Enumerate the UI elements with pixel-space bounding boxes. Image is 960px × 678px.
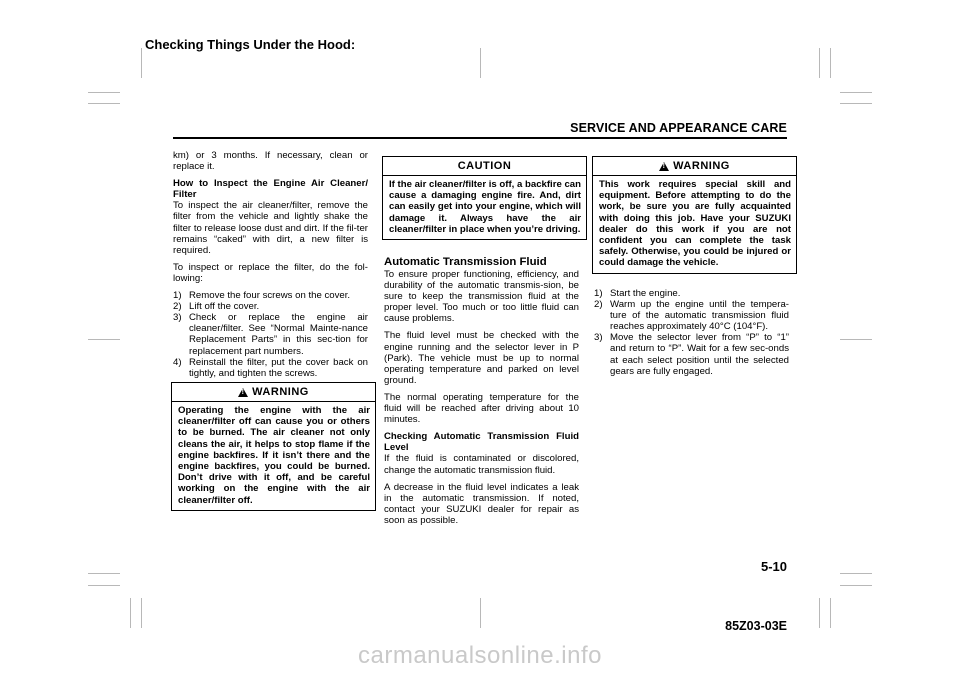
crop-mark <box>840 92 872 93</box>
step-number: 4) <box>173 356 182 368</box>
warning-title: WARNING <box>673 160 730 172</box>
step-text: Reinstall the filter, put the cover back on tightly, and tighten the screws. <box>189 356 368 379</box>
document-code: 85Z03-03E <box>725 619 787 633</box>
caution-header <box>383 157 586 176</box>
step-number: 3) <box>594 332 603 344</box>
crop-mark <box>819 48 820 78</box>
crop-mark <box>88 585 120 586</box>
crop-mark <box>840 339 872 340</box>
step-text: Move the selector lever from “P” to “1” and return to “P”. Wait for a few sec-onds at each select position until the selected gears are fully engaged. <box>610 332 789 377</box>
crop-mark <box>840 573 872 574</box>
replace-steps <box>173 290 368 379</box>
atf-paragraph: If the fluid is contaminated or discolored, change the automatic transmission fluid. <box>384 453 579 476</box>
caution-title: CAUTION <box>457 160 512 172</box>
step-number: 1) <box>173 290 182 302</box>
crop-mark <box>88 103 120 104</box>
inspect-heading: How to Inspect the Engine Air Cleaner/ Filter <box>173 178 368 201</box>
watermark: carmanualsonline.info <box>358 642 602 669</box>
step-text: Lift off the cover. <box>189 301 260 313</box>
crop-mark <box>88 339 120 340</box>
list-item <box>594 288 789 299</box>
step-number: 2) <box>594 299 603 311</box>
crop-mark <box>141 48 142 78</box>
crop-mark <box>130 598 131 628</box>
column-2 <box>384 250 579 532</box>
warning-header <box>172 383 375 402</box>
list-item <box>173 357 368 379</box>
crop-mark <box>819 598 820 628</box>
list-item <box>173 312 368 356</box>
inspect-text: To inspect the air cleaner/filter, remove the filter from the vehicle and lightly shake the filter to release loose dust and dirt. If the fil-ter remains “caked” with dirt, a new filter is required. <box>173 200 368 256</box>
atf-paragraph: To ensure proper functioning, efficiency, and durability of the automatic transmis-sion, be sure to keep the transmission fluid at the proper level. Too much or too little fluid can cause problems. <box>384 269 579 325</box>
atf-paragraph: The normal operating temperature for the fluid will be reached after driving about 10 minutes. <box>384 391 579 426</box>
crop-mark <box>830 48 831 78</box>
warning-triangle-icon <box>238 388 248 397</box>
caution-text: If the air cleaner/filter is off, a backfire can cause a damaging engine fire. And, dirt can easily get into your engine, which will damage it. Always have the air cleaner/filter in place when you’re driving. <box>389 179 581 235</box>
crop-mark <box>480 48 481 78</box>
list-item <box>173 301 368 312</box>
column-1 <box>173 150 368 385</box>
replace-intro: To inspect or replace the filter, do the fol-lowing: <box>173 261 368 284</box>
section-title: SERVICE AND APPEARANCE CARE <box>570 121 787 135</box>
list-item <box>594 332 789 376</box>
step-number: 3) <box>173 312 182 324</box>
crop-mark <box>480 598 481 628</box>
crop-mark <box>88 92 120 93</box>
atf-check-heading: Checking Automatic Transmission Fluid Level <box>384 431 579 454</box>
step-text: Warm up the engine until the tempera-ture of the automatic transmission fluid reaches approximately 40°C (104°F). <box>610 299 789 333</box>
crop-mark <box>830 598 831 628</box>
crop-mark <box>840 585 872 586</box>
column-3 <box>594 288 789 383</box>
atf-paragraph: The fluid level must be checked with the engine running and the selector lever in P (Park). The vehicle must be up to normal operating temperature and parked on level ground. <box>384 330 579 386</box>
crop-mark <box>840 103 872 104</box>
atf-paragraph: A decrease in the fluid level indicates a leak in the automatic transmission. If noted, contact your SUZUKI dealer for repair as soon as possible. <box>384 481 579 526</box>
warning-title: WARNING <box>252 386 309 398</box>
warning-header <box>593 157 796 176</box>
warning-box-air-cleaner <box>171 382 376 511</box>
warning-box-transmission <box>592 156 797 274</box>
warning-text: This work requires special skill and equipment. Before attempting to do the work, be sure you are fully acquainted with doing this job. Have your SUZUKI dealer do this work if you are not confident you can complete the task safely. Otherwise, you could be injured or could damage the vehicle. <box>599 179 791 269</box>
warning-triangle-icon <box>659 162 669 171</box>
step-number: 2) <box>173 301 182 313</box>
atf-heading: Automatic Transmission Fluid <box>384 256 547 268</box>
caution-box <box>382 156 587 240</box>
crop-mark <box>88 573 120 574</box>
header-rule <box>173 137 787 139</box>
warning-text: Operating the engine with the air cleaner/filter off can cause you or others to be burned. The air cleaner not only cleans the air, it helps to stop flame if the engine backfires. If it isn’t there and the engine backfires, you could be burned. Don’t drive with it off, and be careful working on the engine with the air cleaner/filter off. <box>178 405 370 506</box>
step-text: Remove the four screws on the cover. <box>189 290 351 302</box>
intro-text: km) or 3 months. If necessary, clean or replace it. <box>173 150 368 173</box>
list-item <box>594 299 789 332</box>
check-steps <box>594 288 789 377</box>
page-number: 5-10 <box>760 559 787 574</box>
step-text: Check or replace the engine air cleaner/filter. See “Normal Mainte-nance Replacement Parts” in this sec-tion for replacement part numbers. <box>189 312 368 357</box>
step-number: 1) <box>594 288 603 299</box>
step-text: Start the engine. <box>610 288 681 299</box>
top-label: Checking Things Under the Hood: <box>145 37 356 52</box>
list-item <box>173 290 368 301</box>
crop-mark <box>141 598 142 628</box>
